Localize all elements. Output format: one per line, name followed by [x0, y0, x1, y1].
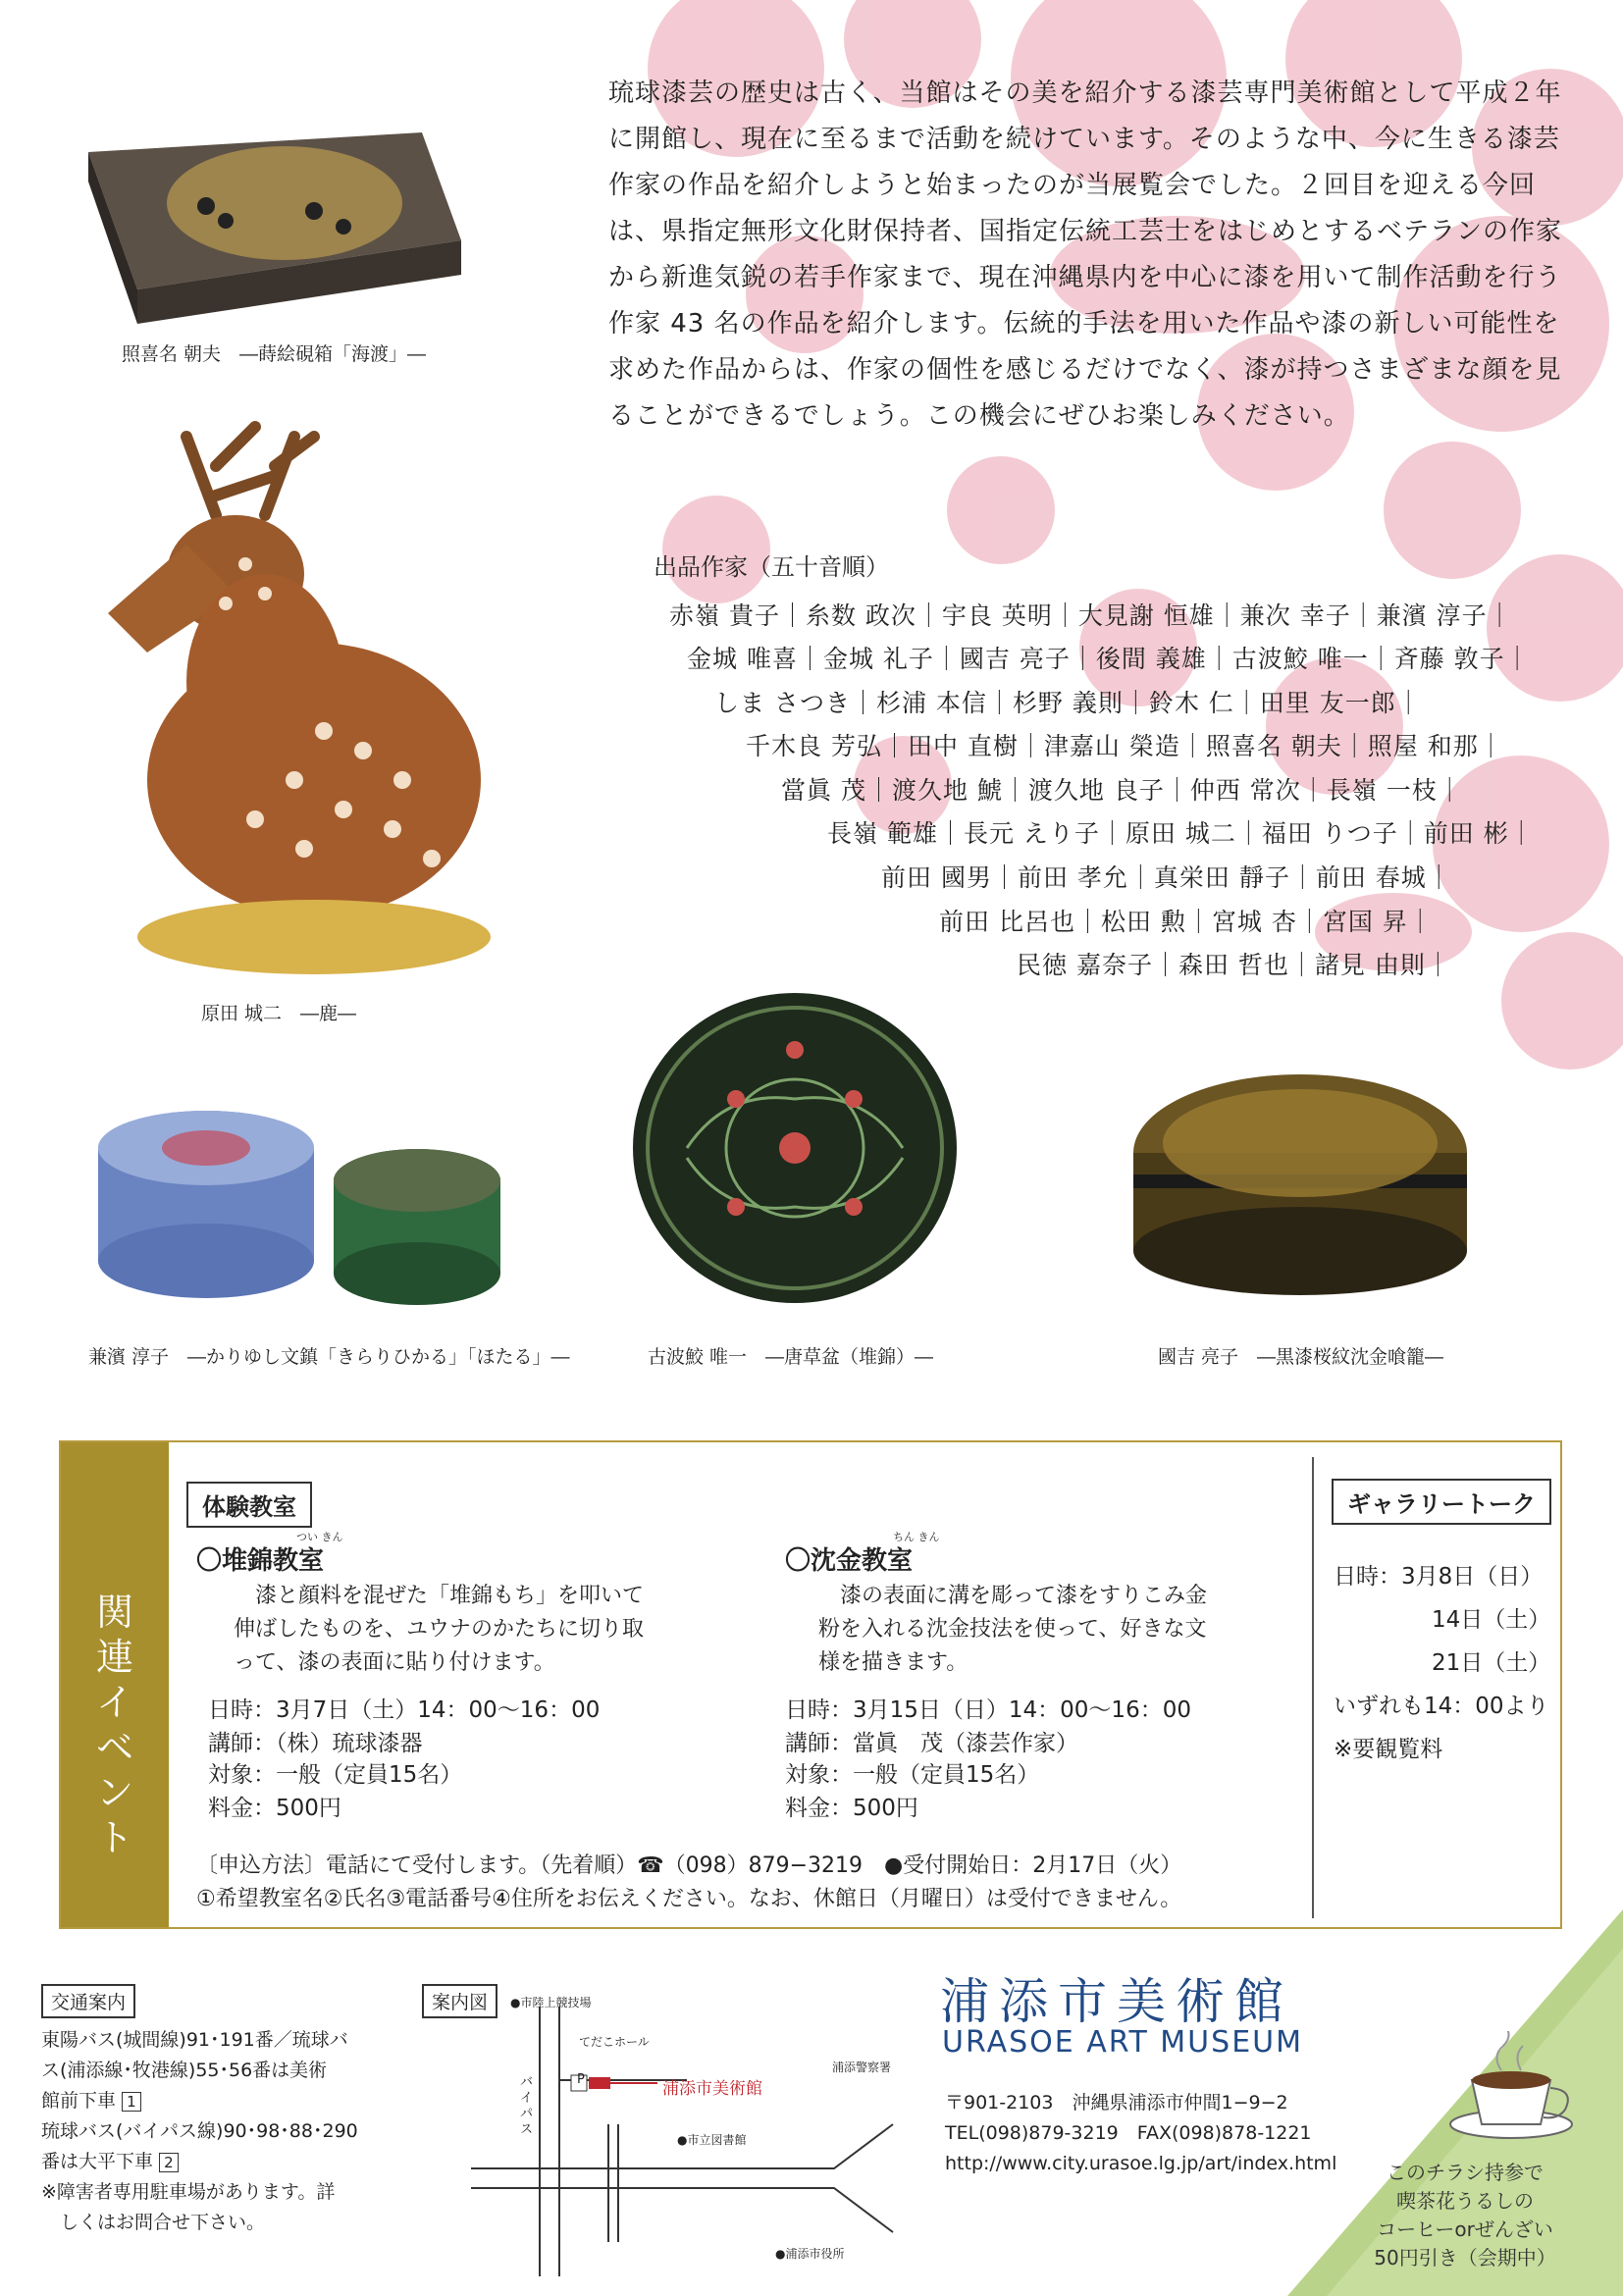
- chinkin-lecturer: 講師：當眞 茂（漆芸作家）: [785, 1731, 1078, 1756]
- chinkin-title: 〇沈金教室: [785, 1546, 914, 1576]
- chinkin-ruby: ちん きん: [893, 1531, 940, 1543]
- related-events-panel: [59, 1440, 1562, 1929]
- museum-name: 浦添市美術館: [940, 1973, 1293, 2030]
- artists-line: 長嶺 範雄｜長元 えり子｜原田 城二｜福田 りつ子｜前田 彬｜: [827, 819, 1535, 848]
- access-line: 琉球バス(バイパス線)90･98･88･290: [41, 2120, 358, 2142]
- bus-stop-2-badge: 2: [159, 2153, 179, 2172]
- gallery-talk-label: ギャラリートーク: [1332, 1479, 1551, 1525]
- artists-line: しま さつき｜杉浦 本信｜杉野 義則｜鈴木 仁｜田里 友一郎｜: [714, 689, 1422, 717]
- caption-container: 國吉 亮子 ―黒漆桜紋沈金喰籠―: [1158, 1346, 1444, 1368]
- map-stadium: ●市陸上競技場: [510, 1996, 592, 2009]
- chinkin-date: 日時：3月15日（日）14：00〜16：00: [785, 1697, 1191, 1723]
- map-label: 案内図: [422, 1984, 497, 2018]
- access-line: 東陽バス(城間線)91･191番／琉球バ: [41, 2029, 348, 2051]
- artists-line: 赤嶺 貴子｜糸数 政次｜宇良 英明｜大見謝 恒雄｜兼次 幸子｜兼濱 淳子｜: [669, 601, 1513, 630]
- map-bypass: バイパス: [520, 2075, 534, 2137]
- gallery-date-3: 21日（土）: [1432, 1650, 1551, 1676]
- gallery-note: ※要観覧料: [1334, 1737, 1443, 1762]
- chinkin-container-photo: [1128, 1065, 1472, 1300]
- tsuikin-lecturer: 講師：（株）琉球漆器: [208, 1731, 423, 1756]
- tsuikin-tray-photo: [628, 991, 962, 1310]
- chinkin-desc-3: 様を描きます。: [818, 1650, 969, 1675]
- access-line: ス(浦添線･牧港線)55･56番は美術: [41, 2060, 328, 2081]
- map-police: 浦添警察署: [832, 2061, 892, 2074]
- workshop-label: 体験教室: [186, 1482, 312, 1528]
- tsuikin-date: 日時：3月7日（土）14：00〜16：00: [208, 1697, 601, 1723]
- gallery-date-1: 日時：3月8日（日）: [1334, 1564, 1544, 1590]
- apply-method: 〔申込方法〕電話にて受付します。（先着順）☎（098）879−3219 ●受付開始日：2月17日（火）: [196, 1853, 1182, 1878]
- artists-line: 金城 唯喜｜金城 礼子｜國吉 亮子｜後間 義雄｜古波鮫 唯一｜斉藤 敦子｜: [687, 645, 1531, 673]
- paperweight-boxes-photo: [88, 1104, 520, 1305]
- tsuikin-desc-3: って、漆の表面に貼り付けます。: [234, 1650, 555, 1675]
- caption-tray: 古波鮫 唯一 ―唐草盆（堆錦）―: [648, 1346, 934, 1368]
- artists-line: 前田 比呂也｜松田 勲｜宮城 杏｜宮国 昇｜: [939, 908, 1434, 936]
- artists-line: 民徳 嘉奈子｜森田 哲也｜諸見 由則｜: [1017, 951, 1451, 979]
- map-parking: P: [577, 2072, 585, 2087]
- events-side-band: [61, 1442, 169, 1927]
- access-line-with-stop: 番は大平下車 2: [41, 2147, 394, 2177]
- map-city-hall: ●浦添市役所: [775, 2247, 845, 2261]
- map-tedako-hall: てだこホール: [579, 2035, 650, 2049]
- map-library: ●市立図書館: [677, 2133, 747, 2147]
- address: 〒901-2103 沖縄県浦添市仲間1−9−2: [945, 2092, 1288, 2113]
- gallery-talk-section: [1312, 1457, 1554, 1918]
- access-label: 交通案内: [41, 1984, 135, 2018]
- caption-box: 照喜名 朝夫 ―蒔絵硯箱「海渡」―: [122, 343, 427, 365]
- map-museum-label: 浦添市美術館: [662, 2079, 762, 2099]
- lacquer-box-photo: [59, 113, 471, 324]
- caption-paperweights: 兼濱 淳子 ―かりゆし文鎮「きらりひかる」「ほたる」―: [88, 1346, 570, 1368]
- website-link[interactable]: http://www.city.urasoe.lg.jp/art/index.html: [945, 2153, 1337, 2174]
- gallery-time: いずれも14：00より: [1334, 1694, 1549, 1719]
- apply-instructions: ①希望教室名②氏名③電話番号④住所をお伝えください。なお、休館日（月曜日）は受付できません。: [196, 1887, 1182, 1911]
- access-line: しくはお問合せ下さい。: [41, 2212, 266, 2233]
- artists-title: 出品作家（五十音順）: [654, 553, 889, 581]
- caption-deer: 原田 城二 ―鹿―: [201, 1003, 357, 1024]
- artists-line: 前田 國男｜前田 孝允｜真栄田 靜子｜前田 春城｜: [881, 863, 1452, 892]
- tsuikin-desc-2: 伸ばしたものを、ユウナのかたちに切り取: [234, 1617, 645, 1642]
- coffee-cup-icon: [1442, 2031, 1590, 2149]
- tsuikin-ruby: つい きん: [296, 1531, 343, 1543]
- chinkin-desc-1: 漆の表面に溝を彫って漆をすりこみ金: [840, 1584, 1208, 1608]
- tsuikin-desc-1: 漆と顔料を混ぜた「堆錦もち」を叩いて: [255, 1584, 645, 1608]
- artists-line: 千木良 芳弘｜田中 直樹｜津嘉山 榮造｜照喜名 朝夫｜照屋 和那｜: [746, 732, 1504, 760]
- access-info: [41, 2025, 394, 2238]
- tsuikin-title: 〇堆錦教室: [196, 1546, 325, 1576]
- phone-fax: TEL(098)879-3219 FAX(098)878-1221: [945, 2122, 1312, 2144]
- chinkin-target: 対象：一般（定員15名）: [785, 1762, 1040, 1788]
- deer-figure-photo: [69, 407, 500, 981]
- museum-contact: [945, 2088, 1336, 2179]
- gallery-date-2: 14日（土）: [1432, 1607, 1551, 1633]
- intro-paragraph: 琉球漆芸の歴史は古く、当館はその美を紹介する漆芸専門美術館として平成２年に開館し、現在に至るまで活動を続けています。そのような中、今に生きる漆芸作家の作品を紹介しようと始まったのが当展覧会でした。２回目を迎える今回は、県指定無形文化財保持者、国指定伝統工芸士をはじめとするベテランの作家から新進気鋭の若手作家まで、現在沖縄県内を中心に漆を用いて制作活動を行う作家 43 名の作品を紹介します。伝統的手法を用いた作品や漆の新しい可能性を求めた作品からは、作家の個性を感じるだけでなく、漆が持つさまざまな顔を見ることができるでしょう。この機会にぜひお楽しみください。: [608, 78, 1563, 431]
- events-side-label: 関連イベント: [95, 1591, 133, 1859]
- chinkin-desc-2: 粉を入れる沈金技法を使って、好きな文: [818, 1617, 1207, 1642]
- museum-name-english: URASOE ART MUSEUM: [942, 2025, 1303, 2060]
- coffee-coupon: このチラシ持参で 喫茶花うるしの コーヒーorぜんざい 50円引き（会期中）: [1374, 2161, 1556, 2270]
- bus-stop-1-badge: 1: [122, 2092, 141, 2112]
- artists-line: 當眞 茂｜渡久地 鯱｜渡久地 良子｜仲西 常次｜長嶺 一枝｜: [781, 776, 1463, 805]
- tsuikin-fee: 料金：500円: [208, 1796, 341, 1821]
- access-line-with-stop: 館前下車 1: [41, 2086, 394, 2116]
- tsuikin-target: 対象：一般（定員15名）: [208, 1762, 463, 1788]
- access-line: ※障害者専用駐車場があります。詳: [41, 2181, 336, 2203]
- chinkin-fee: 料金：500円: [785, 1796, 918, 1821]
